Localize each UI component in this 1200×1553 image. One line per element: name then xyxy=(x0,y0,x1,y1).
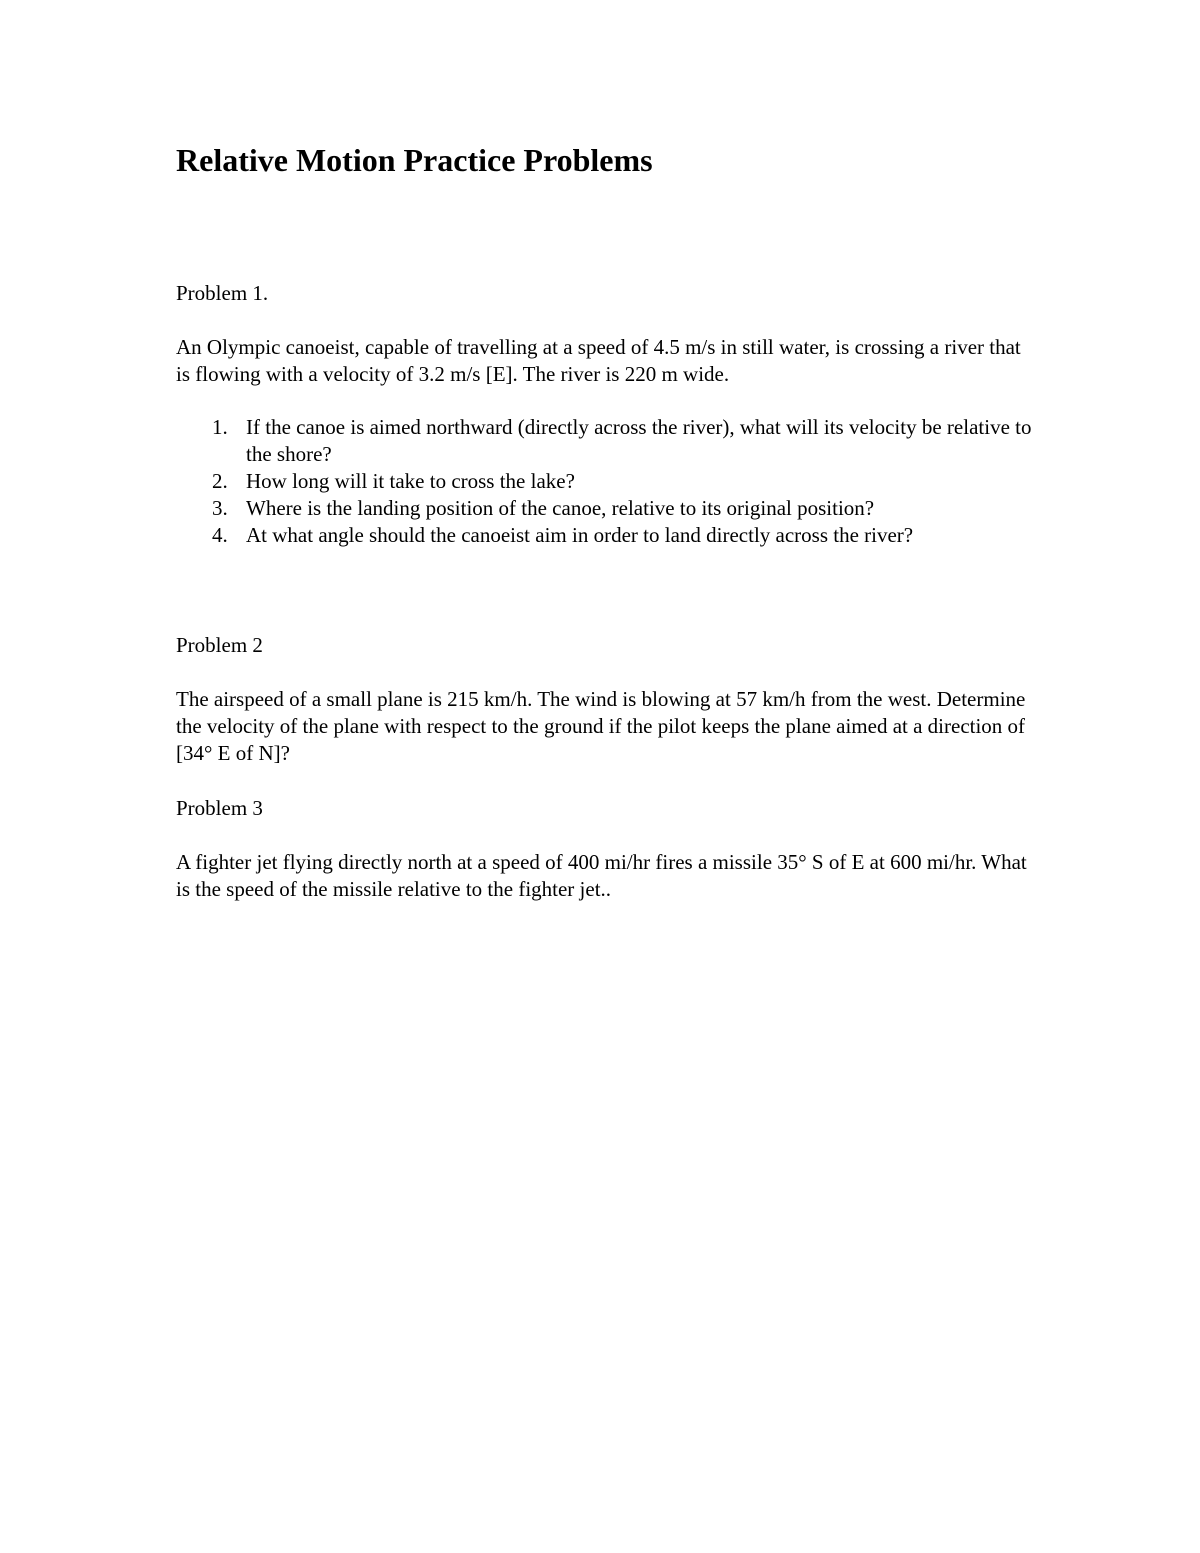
list-item xyxy=(176,495,1036,522)
question-number: 3. xyxy=(212,496,228,520)
question-text: How long will it take to cross the lake? xyxy=(246,469,575,493)
problem-2-body: The airspeed of a small plane is 215 km/h. The wind is blowing at 57 km/h from the west. Determine the velocity of the plane with respect to the ground if the pilot keeps the plane aimed at a direction of [34° E of N]? xyxy=(176,687,1026,765)
list-item xyxy=(176,414,1036,468)
question-text: If the canoe is aimed northward (directly across the river), what will its velocity be relative to the shore? xyxy=(246,415,1032,466)
question-number: 1. xyxy=(212,415,228,439)
problem-3-heading: Problem 3 xyxy=(176,796,263,820)
problem-3-body: A fighter jet flying directly north at a speed of 400 mi/hr fires a missile 35° S of E at 600 mi/hr. What is the speed of the missile relative to the fighter jet.. xyxy=(176,850,1027,901)
problem-1-body: An Olympic canoeist, capable of travelling at a speed of 4.5 m/s in still water, is crossing a river that is flowing with a velocity of 3.2 m/s [E]. The river is 220 m wide. xyxy=(176,335,1021,386)
question-number: 2. xyxy=(212,469,228,493)
list-item xyxy=(176,522,1036,549)
problem-2-heading: Problem 2 xyxy=(176,633,263,657)
document-title: Relative Motion Practice Problems xyxy=(176,142,653,178)
question-text: Where is the landing position of the canoe, relative to its original position? xyxy=(246,496,875,520)
list-item xyxy=(176,468,1036,495)
problem-1-heading: Problem 1. xyxy=(176,281,269,305)
problem-1-questions xyxy=(176,414,1036,549)
question-number: 4. xyxy=(212,523,228,547)
question-text: At what angle should the canoeist aim in order to land directly across the river? xyxy=(246,523,914,547)
